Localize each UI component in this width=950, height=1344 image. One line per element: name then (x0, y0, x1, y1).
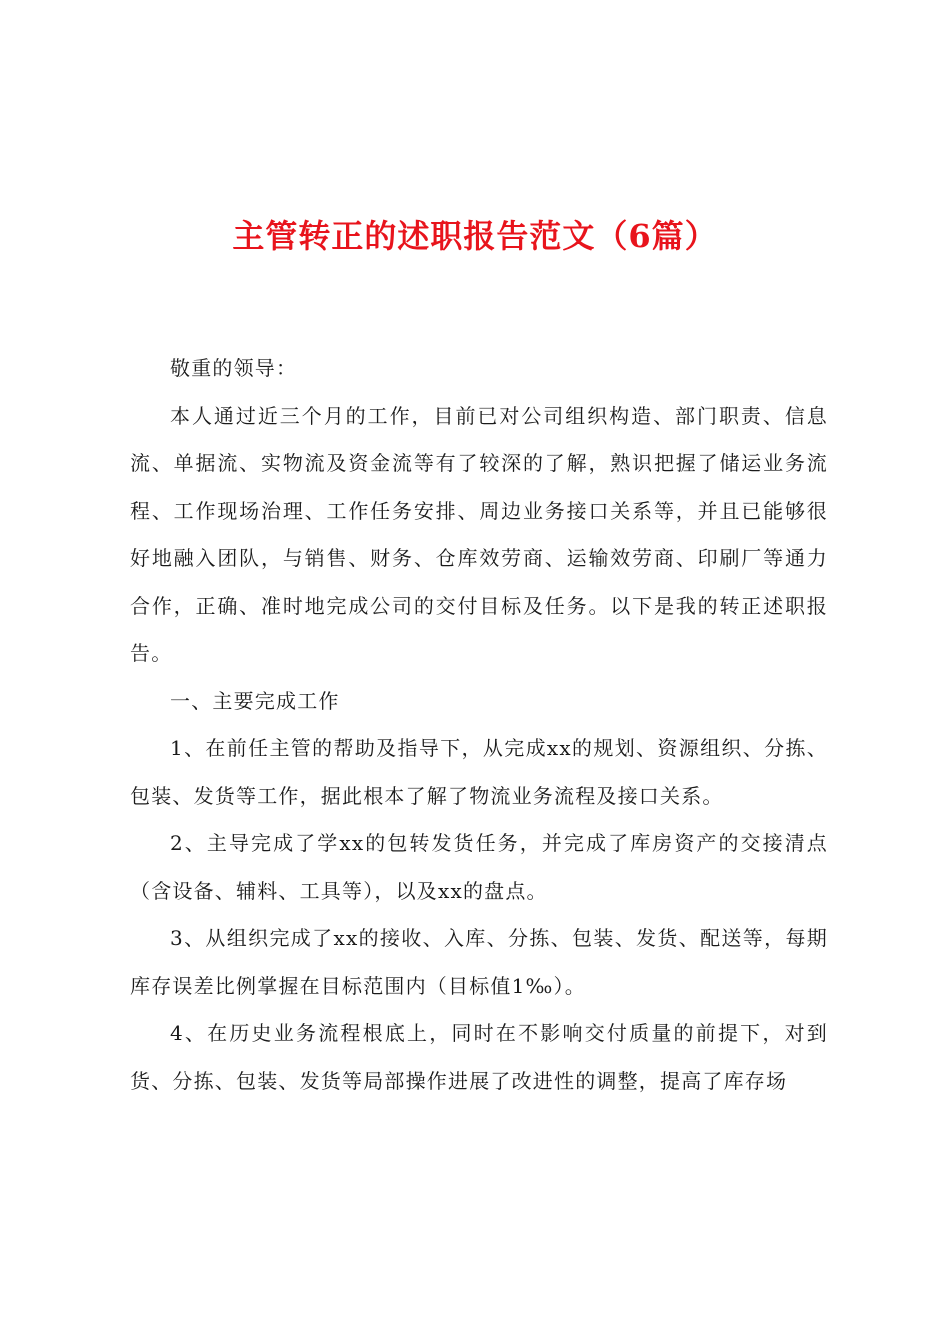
intro-paragraph: 本人通过近三个月的工作，目前已对公司组织构造、部门职责、信息流、单据流、实物流及资金流等有了较深的了解，熟识把握了储运业务流程、工作现场治理、工作任务安排、周边业务接口关系等，并且已能够很好地融入团队，与销售、财务、仓库效劳商、运输效劳商、印刷厂等通力合作，正确、准时地完成公司的交付目标及任务。以下是我的转正述职报告。 (130, 403, 828, 665)
list-item-3: 3、从组织完成了xx的接收、入库、分拣、包装、发货、配送等，每期库存误差比例掌握在目标范围内（目标值1‰）。 (130, 926, 828, 998)
section-heading: 一、主要完成工作 (170, 688, 340, 713)
document-title: 主管转正的述职报告范文（6篇） (232, 217, 718, 255)
document-body (130, 345, 828, 1105)
list-item-1: 1、在前任主管的帮助及指导下，从完成xx的规划、资源组织、分拣、包装、发货等工作，据此根本了解了物流业务流程及接口关系。 (130, 736, 828, 808)
list-item-2: 2、主导完成了学xx的包转发货任务，并完成了库房资产的交接清点（含设备、辅料、工具等），以及xx的盘点。 (130, 831, 828, 903)
salutation: 敬重的领导： (170, 356, 298, 380)
list-item-4: 4、在历史业务流程根底上，同时在不影响交付质量的前提下，对到货、分拣、包装、发货等局部操作进展了改进性的调整，提高了库存场 (130, 1021, 828, 1093)
